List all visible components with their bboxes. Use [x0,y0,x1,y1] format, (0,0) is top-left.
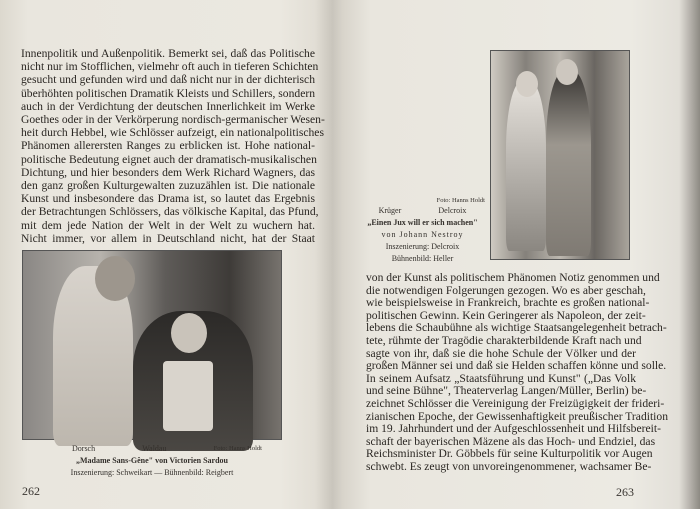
caption-staging: Inszenierung: Schweikart — Bühnenbild: Reigbert [70,468,234,477]
text-line: schaft der bayerischen Mäzene als das Hoch- und Endziel, das [366,434,656,448]
caption-author: von Johann Nestroy [381,230,464,239]
caption-actor: Krüger [378,206,402,215]
caption-set-design: Bühnenbild: Heller [391,254,454,263]
text-line: großen Männer sei und daß sie Helden schaffen könne und solle. [366,359,667,373]
caption-staging: Inszenierung: Delcroix [385,242,460,251]
text-line: im 19. Jahrhundert und der Aufgeschlossenheit und Hilfsbereit- [366,422,661,436]
caption-actor: Dorsch [72,444,96,453]
photo-einen-jux [490,50,630,260]
text-line: auch in der Verdichtung der deutschen Innerlichkeit im Werke [21,99,315,113]
text-line: Goethes oder in der Verkörperung nordisch-germanischer Wesen- [21,113,325,127]
caption-title: „Einen Jux will er sich machen" [367,218,478,227]
page-number-left: 262 [22,484,40,498]
text-line: zianischen Epoche, der Gewissenhaftigkeit preußischer Tradition [366,409,668,423]
right-page-body-text [366,271,668,474]
caption-actor: Delcroix [438,206,467,215]
text-line: Phänomen allerersten Ranges zu erblicken ist. Hohe national- [21,139,315,153]
text-line: tete, rühmte der Tragödie charakterbildende Kraft nach und [366,333,642,347]
text-line: lebens die Schaubühne als wichtige Staatsangelegenheit betrach- [366,321,667,335]
text-line: sagte von ihr, daß sie die hohe Schule der Völker und der [366,346,636,360]
text-line: und seine Bühne", Theaterverlag Langen/Müller, Berlin) be- [366,384,647,398]
text-line: schwebt. Es zeugt von unvoreingenommener, wachsamer Be- [366,459,652,473]
text-line: wie beispielsweise in Frankreich, brachte es großen national- [366,296,650,310]
text-line: die notwendigen Folgerungen gezogen. Wo es aber geschah, [366,283,646,297]
text-line: Innenpolitik und Außenpolitik. Bemerkt sei, daß das Politische [21,47,315,60]
text-line: den ganz großen Kulturgewalten zuzuzählen ist. Die nationale [21,179,315,193]
text-line: überhöhten politischen Dramatik Kleists und Schillers, sondern [21,86,315,100]
text-line: In seinem Aufsatz „Staatsführung und Kunst" („Das Volk [366,371,636,385]
text-line: gesucht und gefunden wird und daß nicht nur in der dichterisch [21,73,315,87]
right-photo-caption [360,196,485,265]
text-line: zeichnet Schlösser die Vereinigung der Freizügigkeit der friderі- [366,396,665,410]
text-line: Dichtung, und hier besonders dem Werk Richard Wagners, das [21,165,315,179]
text-line: Reichsminister Dr. Göbbels für seine Kulturpolitik vor Augen [366,447,653,461]
left-photo-caption [22,443,282,479]
left-page-body-text [21,47,325,245]
text-line: mit dem jede Nation der Welt in der Welt zu wuchern hat. [21,218,315,232]
text-line: von der Kunst als politischem Phänomen Notiz genommen und [366,271,660,284]
photo-credit: Foto: Hanns Holdt [213,445,262,452]
text-line: Nicht immer, vor allem in Deutschland nicht, hat der Staat [21,231,315,245]
text-line: politische Bedeutung eignet auch der dramatisch-musikalischen [21,152,317,166]
page-number-right: 263 [616,485,634,499]
caption-title: „Madame Sans-Gêne" von Victorien Sardou [76,456,228,465]
text-line: heit durch Hebbel, wie Schlösser aufzeigt, ein nationalpolitisches [21,126,324,140]
text-line: der Betrachtungen Schlössers, das völkische Kapital, das Pfund, [21,205,319,219]
text-line: politischen Gewinn. Kein Geringerer als Napoleon, der zeit- [366,308,646,322]
text-line: nicht nur im Stofflichen, vielmehr oft auch in tieferen Schichten [21,60,319,74]
caption-actor: Waldau [142,444,167,453]
photo-credit: Foto: Hanns Holdt [436,197,485,204]
photo-madame-sans-gene [22,250,282,440]
text-line: Kunst und insbesondere das Drama ist, so lautet das Ergebnis [21,192,315,206]
